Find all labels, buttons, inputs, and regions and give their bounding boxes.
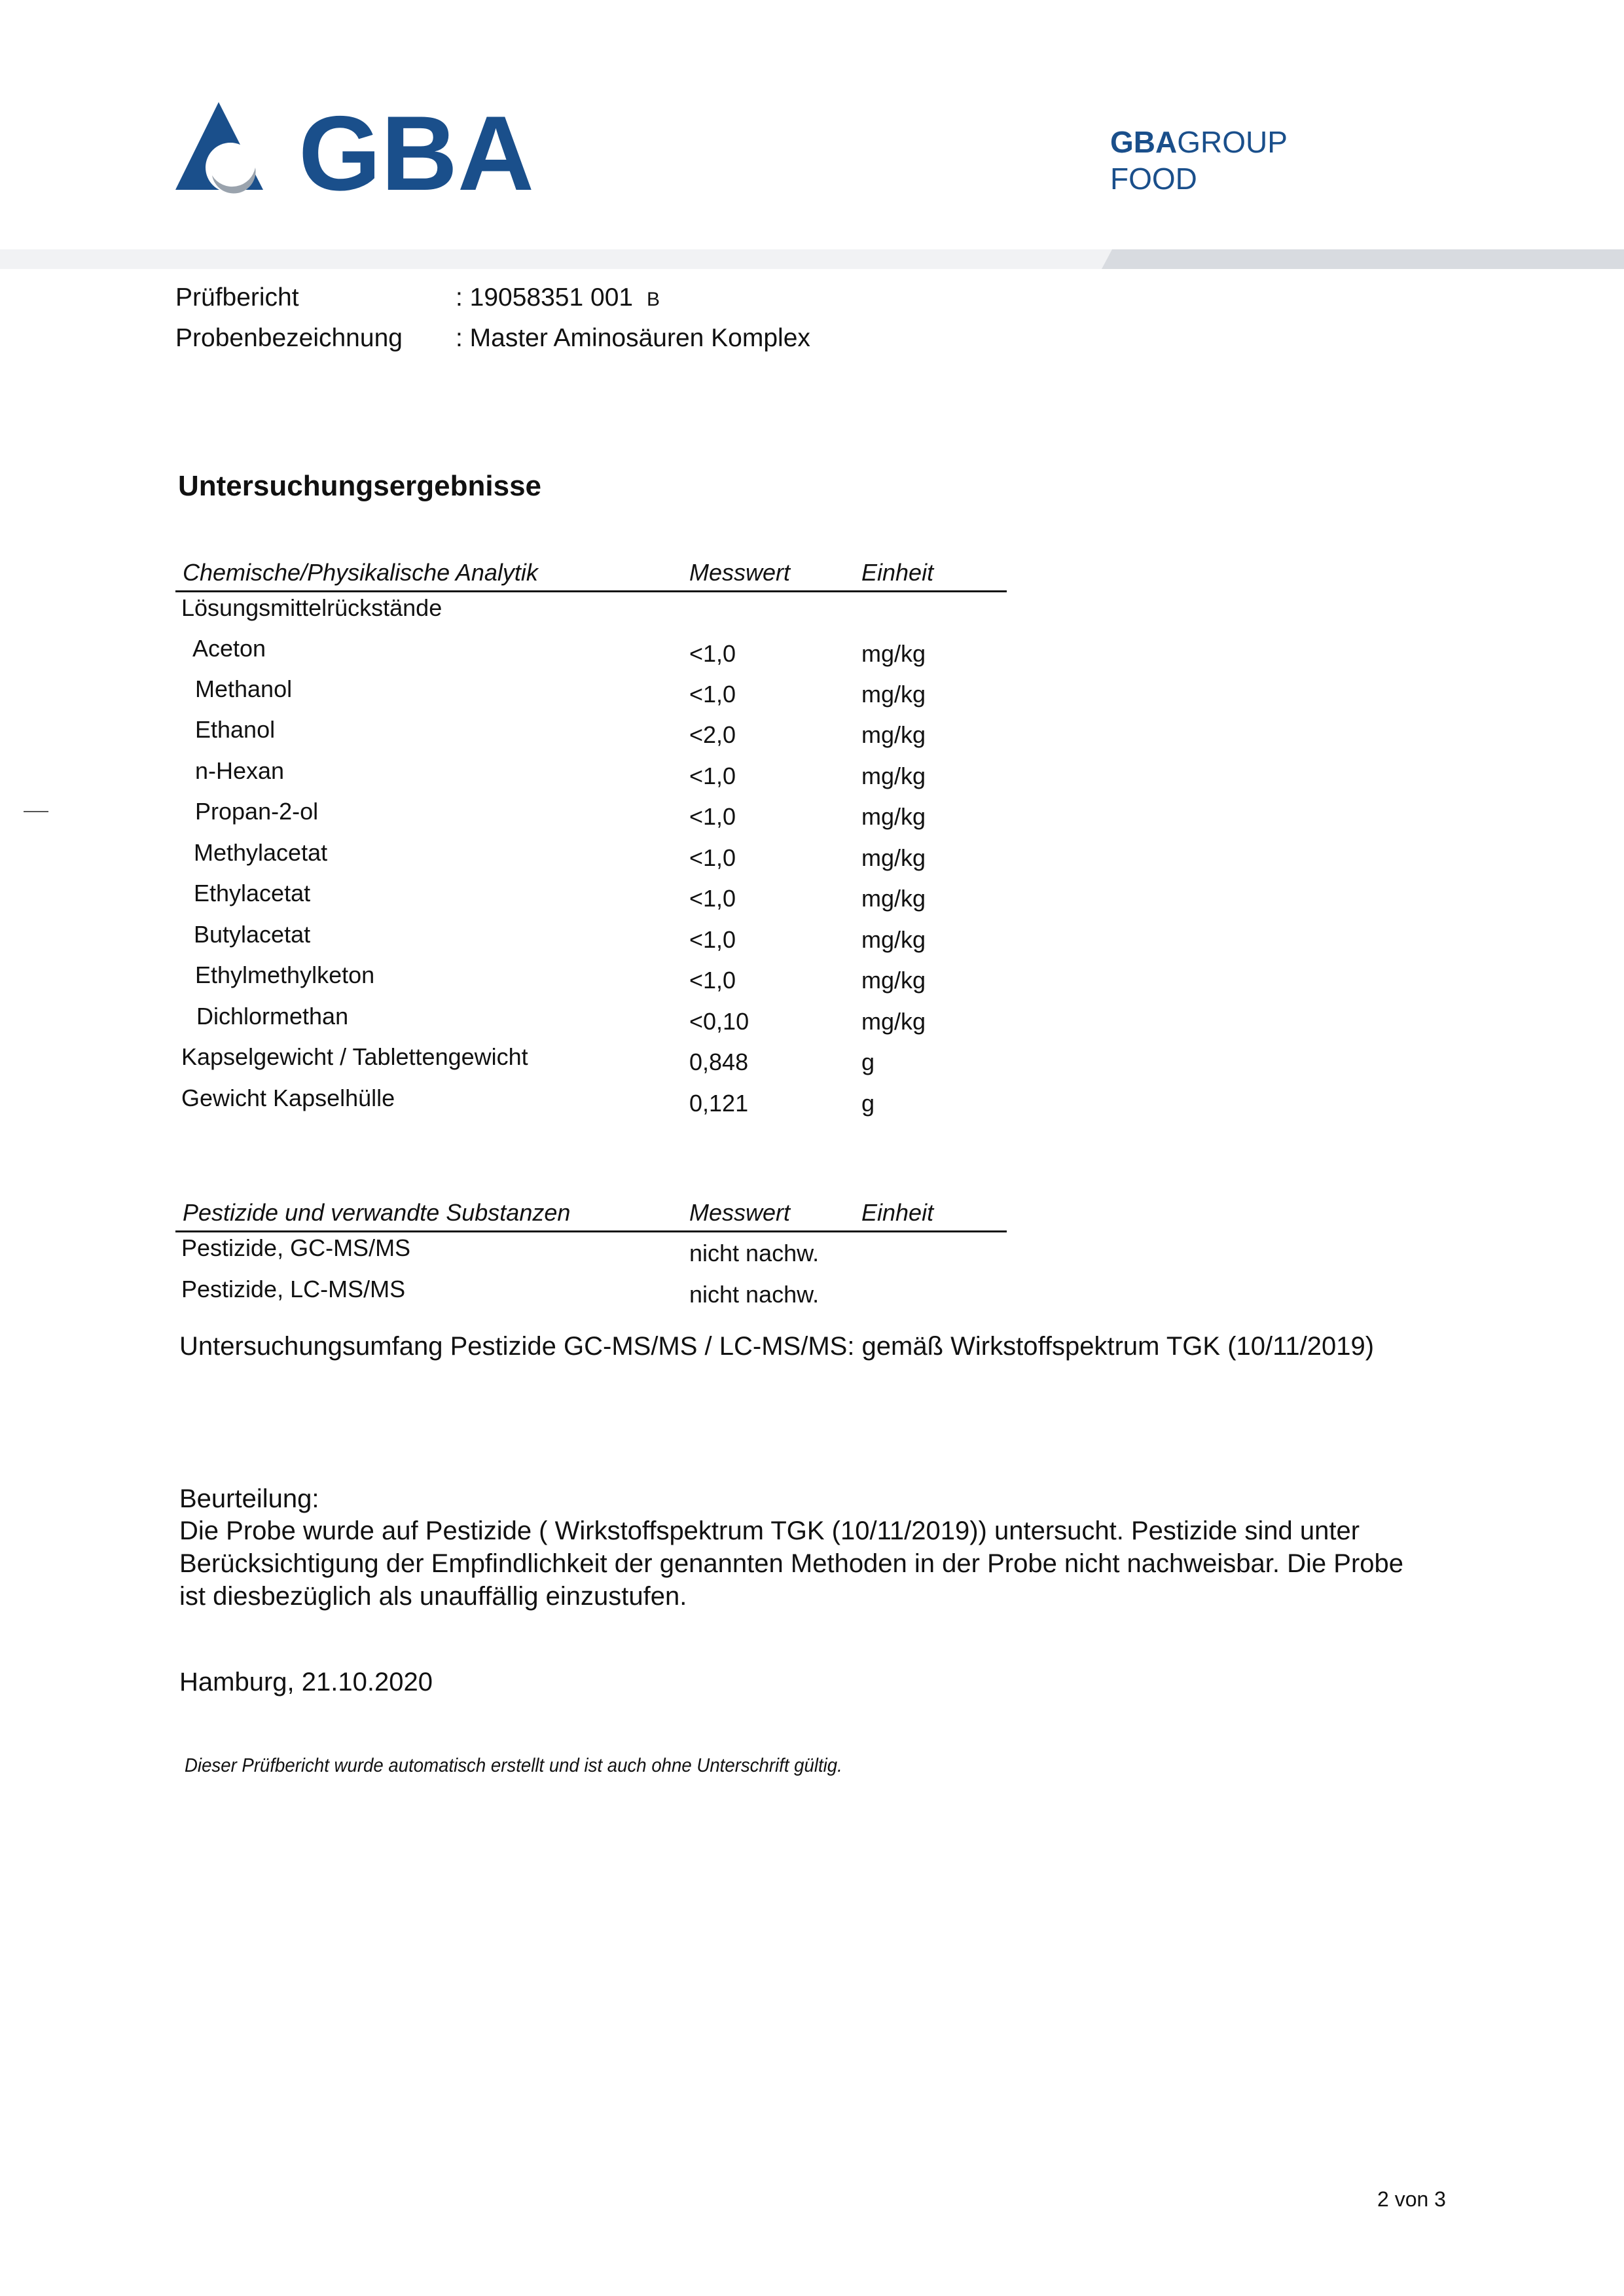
pruefbericht-number: : 19058351 001 (456, 283, 634, 312)
pruefbericht-label: Prüfbericht (175, 283, 299, 312)
table-row-name: Pestizide, LC-MS/MS (181, 1276, 406, 1302)
table-row-unit: mg/kg (861, 803, 926, 830)
table-row-name: n-Hexan (195, 757, 285, 784)
table-row-unit: mg/kg (861, 844, 926, 871)
table-row-value: 0,121 (689, 1090, 749, 1117)
results-title: Untersuchungsergebnisse (178, 470, 542, 502)
table-row-name: Aceton (192, 635, 266, 662)
table-row-name: Propan-2-ol (195, 798, 319, 825)
probe-label: Probenbezeichnung (175, 324, 403, 352)
table1-header-analytik: Chemische/Physikalische Analytik (183, 559, 538, 586)
table-row-value: <2,0 (689, 721, 736, 748)
table-row-name: Butylacetat (194, 921, 311, 948)
place-date: Hamburg, 21.10.2020 (179, 1668, 433, 1696)
table2-header-messwert: Messwert (689, 1199, 791, 1226)
table1-header-einheit: Einheit (861, 559, 934, 586)
table-row-unit: mg/kg (861, 762, 926, 789)
table2-header-einheit: Einheit (861, 1199, 934, 1226)
table-row-unit: mg/kg (861, 926, 926, 953)
table2-header-rule (175, 1230, 1007, 1232)
table-row-value: nicht nachw. (689, 1281, 820, 1308)
disclaimer: Dieser Prüfbericht wurde automatisch erstellt und ist auch ohne Unterschrift gültig. (185, 1755, 842, 1776)
table-row-value: <1,0 (689, 885, 736, 912)
table-row-name: Ethylacetat (194, 880, 311, 906)
scope-note: Untersuchungsumfang Pestizide GC-MS/MS / LC-MS/MS: gemäß Wirkstoffspektrum TGK (10/11/2019) (179, 1332, 1375, 1361)
page-number: 2 von 3 (1377, 2187, 1446, 2211)
table-row-value: <1,0 (689, 640, 736, 667)
table-row-unit: g (861, 1049, 875, 1075)
assessment-text: Die Probe wurde auf Pestizide ( Wirkstoffspektrum TGK (10/11/2019)) untersucht. Pestizide sind unter Berücksichtigung der Empfindlichkeit der genannten Methoden in der Probe nicht nachweisbar. Die Probe ist diesbezüglich als unauffällig einzustufen. (179, 1516, 1403, 1611)
table1-header-rule (175, 590, 1007, 592)
table-row-unit: mg/kg (861, 967, 926, 994)
table-row-name: Methylacetat (194, 839, 328, 866)
group-brand (1110, 124, 1288, 160)
table-row-value: <1,0 (689, 967, 736, 994)
table-row-unit: mg/kg (861, 885, 926, 912)
table-row-unit: mg/kg (861, 681, 926, 708)
table-row-value: <1,0 (689, 803, 736, 830)
probe-value: : Master Aminosäuren Komplex (456, 324, 810, 352)
gba-logo (175, 94, 534, 213)
group-brand-bold: GBA (1110, 125, 1178, 159)
assessment-label: Beurteilung: (179, 1484, 319, 1513)
table1-group-label: Lösungsmittelrückstände (181, 594, 442, 621)
table-row-unit: mg/kg (861, 640, 926, 667)
table-row-name: Gewicht Kapselhülle (181, 1085, 395, 1111)
pruefbericht-value (456, 283, 660, 312)
table-row-value: nicht nachw. (689, 1240, 820, 1266)
margin-mark (24, 811, 48, 812)
table-row-name: Methanol (195, 675, 293, 702)
table-row-value: <1,0 (689, 844, 736, 871)
group-brand-rest: GROUP (1177, 125, 1288, 159)
table-row-unit: g (861, 1090, 875, 1117)
table2-header-pestizide: Pestizide und verwandte Substanzen (183, 1199, 571, 1226)
table-row-unit: mg/kg (861, 1008, 926, 1035)
table1-header-messwert: Messwert (689, 559, 791, 586)
table-row-name: Ethanol (195, 716, 276, 743)
table-row-name: Dichlormethan (196, 1003, 349, 1030)
pruefbericht-suffix: B (646, 289, 660, 310)
table-row-name: Kapselgewicht / Tablettengewicht (181, 1043, 528, 1070)
group-division: FOOD (1110, 162, 1197, 196)
table-row-value: 0,848 (689, 1049, 749, 1075)
table-row-name: Ethylmethylketon (195, 961, 375, 988)
table-row-name: Pestizide, GC-MS/MS (181, 1234, 411, 1261)
table-row-value: <0,10 (689, 1008, 749, 1035)
table-row-value: <1,0 (689, 681, 736, 708)
table-row-value: <1,0 (689, 926, 736, 953)
header-accent-strip (1102, 249, 1624, 269)
table-row-unit: mg/kg (861, 721, 926, 748)
table-row-value: <1,0 (689, 762, 736, 789)
logo-text: GBA (298, 94, 534, 213)
